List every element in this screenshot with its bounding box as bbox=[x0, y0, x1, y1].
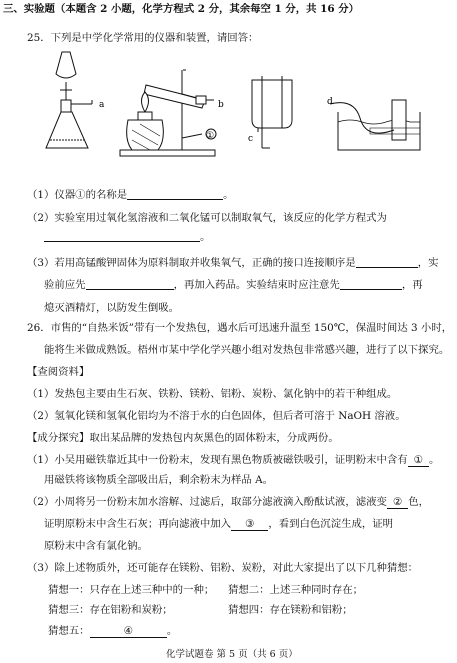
q26-e1-text: （1）小吴用磁铁靠近其中一份粉末，发现有黑色物质被磁铁吸引，证明粉末中含有 bbox=[27, 454, 408, 466]
q26-e2-line1 bbox=[27, 496, 429, 508]
q26-e2-text1: （2）小周将另一份粉末加水溶解、过滤后，取部分滤液滴入酚酞试液，滤液变 bbox=[27, 496, 387, 508]
q25-part2: （2）实验室用过氧化氢溶液和二氧化锰可以制取氧气，该反应的化学方程式为 bbox=[27, 212, 387, 224]
q26-e2-line3: 原粉末中含有氯化钠。 bbox=[44, 540, 148, 552]
q26-e2-text1-end: 色， bbox=[408, 496, 429, 508]
q25-part1 bbox=[27, 189, 234, 201]
answer-blank-2[interactable]: ② bbox=[387, 496, 408, 509]
answer-blank-q25-1[interactable] bbox=[127, 189, 223, 200]
q25-p3-text2-mid: ，再加入药品。实验结束时应注意先 bbox=[173, 279, 340, 291]
q26-explore-title: 【成分探究】 bbox=[27, 432, 90, 444]
q26-e2-line2 bbox=[44, 518, 393, 530]
q26-e1-line2: 用磁铁将该物质全部吸出后，剩余粉末为样品 A。 bbox=[44, 474, 274, 486]
q25-p3-text2: 验前应先 bbox=[44, 279, 86, 291]
apparatus-c bbox=[252, 76, 292, 148]
q26-intro-line2: 能将生米做成熟饭。梧州市某中学化学兴趣小组对发热包非常感兴趣，进行了以下探究。 bbox=[44, 344, 450, 356]
q26-ref2: （2）氢氧化镁和氢氧化铝均为不溶于水的白色固体，但后者可溶于 NaOH 溶液。 bbox=[27, 410, 406, 422]
answer-blank-q25-2[interactable] bbox=[44, 231, 200, 242]
label-a: a bbox=[99, 100, 105, 110]
q25-part3-line3: 熄灭酒精灯，以防发生倒吸。 bbox=[44, 302, 180, 314]
q26-intro-line1: 26．市售的“自热米饭”带有一个发热包，遇水后可迅速升温至 150℃，保温时间达 3 小时， bbox=[27, 322, 453, 334]
label-d: d bbox=[327, 97, 333, 107]
q26-e2-text2-end: ，看到白色沉淀生成，证明 bbox=[268, 518, 394, 530]
guess-3: 猜想三：存在铝粉和炭粉； bbox=[48, 604, 173, 616]
apparatus-d bbox=[330, 100, 420, 150]
section-note: （本题含 2 小题，化学方程式 2 分，其余每空 1 分，共 16 分） bbox=[54, 3, 360, 15]
guess-2: 猜想二：上述三种同时存在； bbox=[228, 584, 364, 596]
q25-p2-end: 。 bbox=[200, 231, 211, 243]
label-c: c bbox=[248, 134, 254, 144]
guess-4: 猜想四：存在镁粉和铝粉； bbox=[228, 604, 353, 616]
q26-ref-title: 【查阅资料】 bbox=[27, 366, 90, 378]
answer-blank-3[interactable]: ③ bbox=[231, 518, 268, 531]
section-title: 三、实验题 bbox=[3, 3, 55, 15]
label-circle1: ① bbox=[206, 131, 215, 141]
answer-blank-q25-3c[interactable] bbox=[340, 279, 402, 290]
q25-part3-line1 bbox=[27, 257, 439, 269]
q26-explore-text: 取出某品牌的发热包内灰黑色的固体粉末，分成两份。 bbox=[89, 432, 339, 444]
q25-p3-text2-end: ，再 bbox=[401, 279, 423, 291]
q25-p1-text: （1）仪器①的名称是 bbox=[27, 189, 128, 201]
apparatus-a bbox=[46, 52, 92, 148]
guess-1: 猜想一：只存在上述三种中的一种； bbox=[48, 584, 215, 596]
answer-blank-q25-3a[interactable] bbox=[356, 257, 418, 268]
label-b: b bbox=[218, 100, 224, 110]
q26-e3-line1: （3）除上述物质外，还可能存在镁粉、铝粉、炭粉，对此大家提出了以下几种猜想： bbox=[27, 562, 419, 574]
q25-stem: 25．下列是中学化学常用的仪器和装置，请回答： bbox=[27, 32, 259, 44]
page-footer: 化学试题卷 第 5 页（共 6 页） bbox=[166, 649, 298, 660]
q26-explore bbox=[27, 432, 339, 444]
answer-blank-4[interactable]: ④ bbox=[90, 625, 167, 638]
guess-5 bbox=[48, 625, 177, 637]
q25-part3-line2 bbox=[44, 279, 423, 291]
apparatus-b bbox=[120, 70, 216, 156]
q26-e1-line1 bbox=[27, 454, 439, 466]
guess-5-end: 。 bbox=[166, 625, 178, 637]
q25-p1-end: 。 bbox=[223, 189, 234, 201]
answer-blank-q25-3b[interactable] bbox=[86, 279, 174, 290]
answer-blank-1[interactable]: ① bbox=[408, 454, 429, 467]
q26-e1-end: 。 bbox=[429, 454, 440, 466]
q25-part2-answer-line bbox=[44, 231, 210, 243]
guess-5-label: 猜想五： bbox=[48, 625, 90, 637]
q26-ref1: （1）发热包主要由生石灰、铁粉、镁粉、铝粉、炭粉、氯化钠中的若干种组成。 bbox=[27, 388, 398, 400]
q25-p3-text1: （3）若用高锰酸钾固体为原料制取并收集氧气，正确的接口连接顺序是 bbox=[27, 257, 356, 269]
q26-e2-text2: 证明原粉末中含生石灰；再向滤液中加入 bbox=[44, 518, 232, 530]
q25-p3-text1-end: ，实 bbox=[417, 257, 439, 269]
